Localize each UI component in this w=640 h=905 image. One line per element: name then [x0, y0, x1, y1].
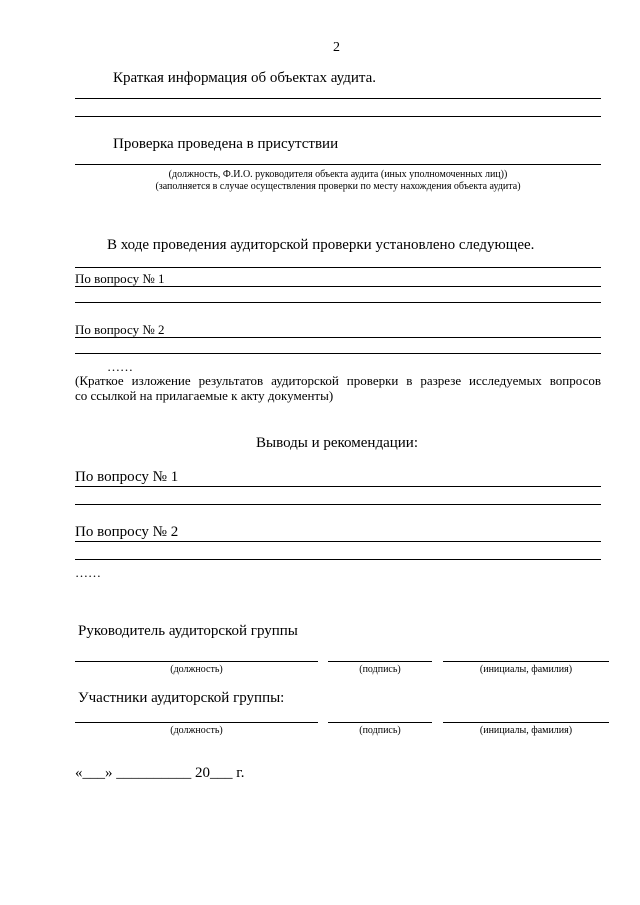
leader-position-line [75, 661, 318, 662]
leader-signature-caption: (подпись) [359, 664, 401, 675]
conclusions-ellipsis: …… [75, 565, 101, 580]
findings-note [75, 373, 601, 403]
presence-caption-1: (должность, Ф.И.О. руководителя объекта аудита (иных уполномоченных лиц)) [168, 169, 508, 180]
members-signature-caption: (подпись) [359, 725, 401, 736]
audit-objects-label: Краткая информация об объектах аудита. [113, 70, 377, 86]
conclusions-q2-line [75, 541, 601, 542]
members-label: Участники аудиторской группы: [78, 690, 285, 706]
leader-signature-line [328, 661, 432, 662]
members-position-caption: (должность) [170, 725, 223, 736]
findings-heading: В ходе проведения аудиторской проверки установлено следующее. [107, 237, 535, 253]
leader-name-line [443, 661, 609, 662]
findings-q2-line [75, 337, 601, 338]
findings-note-line-1: (Краткое изложение результатов аудиторской проверки в разрезе исследуемых вопросов [75, 373, 601, 388]
members-name-line [443, 722, 609, 723]
findings-q1-line-2 [75, 302, 601, 303]
conclusions-q1-label: По вопросу № 1 [75, 469, 179, 485]
findings-q2-label: По вопросу № 2 [75, 322, 165, 337]
leader-name-caption: (инициалы, фамилия) [479, 664, 573, 675]
audit-objects-line-2 [75, 116, 601, 117]
date-line: «___» __________ 20___ г. [75, 765, 245, 781]
findings-q1-label: По вопросу № 1 [75, 271, 165, 286]
audit-objects-line-1 [75, 98, 601, 99]
presence-caption-2: (заполняется в случае осуществления проверки по месту нахождения объекта аудита) [155, 181, 521, 192]
findings-top-line [75, 267, 601, 268]
presence-label: Проверка проведена в присутствии [113, 136, 339, 152]
findings-q2-line-2 [75, 353, 601, 354]
conclusions-heading: Выводы и рекомендации: [256, 435, 418, 451]
leader-position-caption: (должность) [170, 664, 223, 675]
findings-ellipsis: …… [107, 359, 133, 374]
conclusions-q1-line-2 [75, 504, 601, 505]
conclusions-q1-line [75, 486, 601, 487]
findings-note-line-2: со ссылкой на прилагаемые к акту документы) [75, 388, 334, 403]
members-position-line [75, 722, 318, 723]
conclusions-q2-line-2 [75, 559, 601, 560]
presence-line [75, 164, 601, 165]
conclusions-q2-label: По вопросу № 2 [75, 524, 179, 540]
findings-q1-line [75, 286, 601, 287]
members-signature-line [328, 722, 432, 723]
leader-label: Руководитель аудиторской группы [78, 623, 298, 639]
page-number: 2 [333, 40, 340, 55]
members-name-caption: (инициалы, фамилия) [479, 725, 573, 736]
